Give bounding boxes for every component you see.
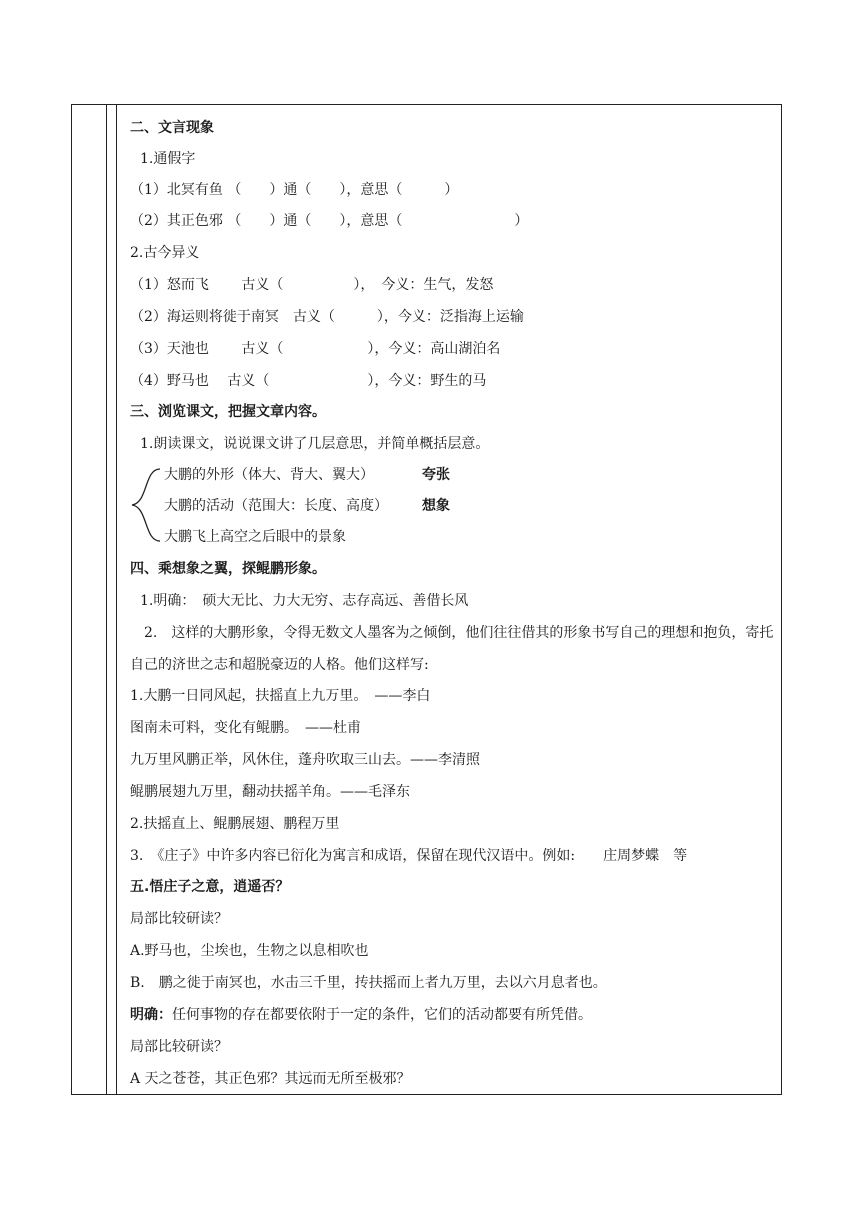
text-line: A 天之苍苍，其正色邪？其远而无所至极邪？ bbox=[130, 1071, 411, 1087]
text-line: 1.明确： 硕大无比、力大无穷、志存高远、善借长风 bbox=[140, 593, 469, 609]
poem-line: 九万里风鹏正举，风休住，蓬舟吹取三山去。——李清照 bbox=[130, 752, 480, 768]
text-line: （1）北冥有鱼 （ ）通（ ），意思（ ） bbox=[130, 182, 459, 198]
poem-line: 1.大鹏一日同风起，扶摇直上九万里。 ——李白 bbox=[130, 688, 431, 704]
outline-item: 大鹏飞上高空之后眼中的景象 bbox=[164, 529, 346, 545]
section-title: 五.悟庄子之意，逍遥否？ bbox=[130, 879, 290, 895]
outline-tag: 想象 bbox=[422, 498, 450, 514]
section-title: 四、乘想象之翼，探鲲鹏形象。 bbox=[130, 561, 326, 577]
text-line bbox=[130, 1005, 592, 1025]
text-line: 局部比较研读？ bbox=[130, 1039, 228, 1055]
text-line: （4）野马也 古义（ ），今义：野生的马 bbox=[130, 373, 487, 389]
answer-label: 明确： bbox=[130, 1007, 172, 1023]
text-line: （1）怒而飞 古义（ ）， 今义：生气，发怒 bbox=[130, 277, 494, 293]
section-title: 二、文言现象 bbox=[130, 120, 214, 136]
paragraph: 2. 这样的大鹏形象，令得无数文人墨客为之倾倒，他们往往借其的形象书写自己的理想和抱负，寄托自己的济世之志和超脱豪迈的人格。他们这样写: bbox=[130, 625, 774, 673]
text-line: （2）其正色邪 （ ）通（ ），意思（ ） bbox=[130, 213, 529, 229]
text-line: （3）天池也 古义（ ），今义：高山湖泊名 bbox=[130, 341, 501, 357]
text-line: 3. 《庄子》中许多内容已衍化为寓言和成语，保留在现代汉语中。例如: 庄周梦蝶 等 bbox=[130, 848, 688, 864]
text-line: 局部比较研读？ bbox=[130, 911, 228, 927]
subheading: 2.古今异义 bbox=[130, 245, 200, 261]
outline-tag: 夸张 bbox=[422, 467, 450, 483]
text-line: B. 鹏之徙于南冥也，水击三千里，抟扶摇而上者九万里，去以六月息者也。 bbox=[130, 975, 607, 991]
answer-text: 任何事物的存在都要依附于一定的条件，它们的活动都要有所凭借。 bbox=[172, 1007, 592, 1023]
outline-item: 大鹏的外形（体大、背大、翼大） bbox=[164, 467, 374, 483]
outline-item: 大鹏的活动（范围大：长度、高度） bbox=[164, 498, 388, 514]
text-line: 1.朗读课文，说说课文讲了几层意思，并简单概括层意。 bbox=[140, 436, 490, 452]
section-title: 三、浏览课文，把握文章内容。 bbox=[130, 404, 326, 420]
column-divider bbox=[116, 104, 117, 1095]
text-line: （2）海运则将徙于南冥 古义（ ），今义：泛指海上运输 bbox=[130, 309, 524, 325]
text-line: A.野马也，尘埃也，生物之以息相吹也 bbox=[130, 943, 369, 959]
subheading: 1.通假字 bbox=[140, 151, 196, 167]
text-line: 2.扶摇直上、鲲鹏展翅、鹏程万里 bbox=[130, 816, 340, 832]
brace-icon bbox=[130, 467, 162, 543]
poem-line: 鲲鹏展翅九万里，翻动扶摇羊角。——毛泽东 bbox=[130, 784, 410, 800]
column-divider bbox=[106, 104, 107, 1095]
poem-line: 图南未可料，变化有鲲鹏。 ——杜甫 bbox=[130, 720, 361, 736]
